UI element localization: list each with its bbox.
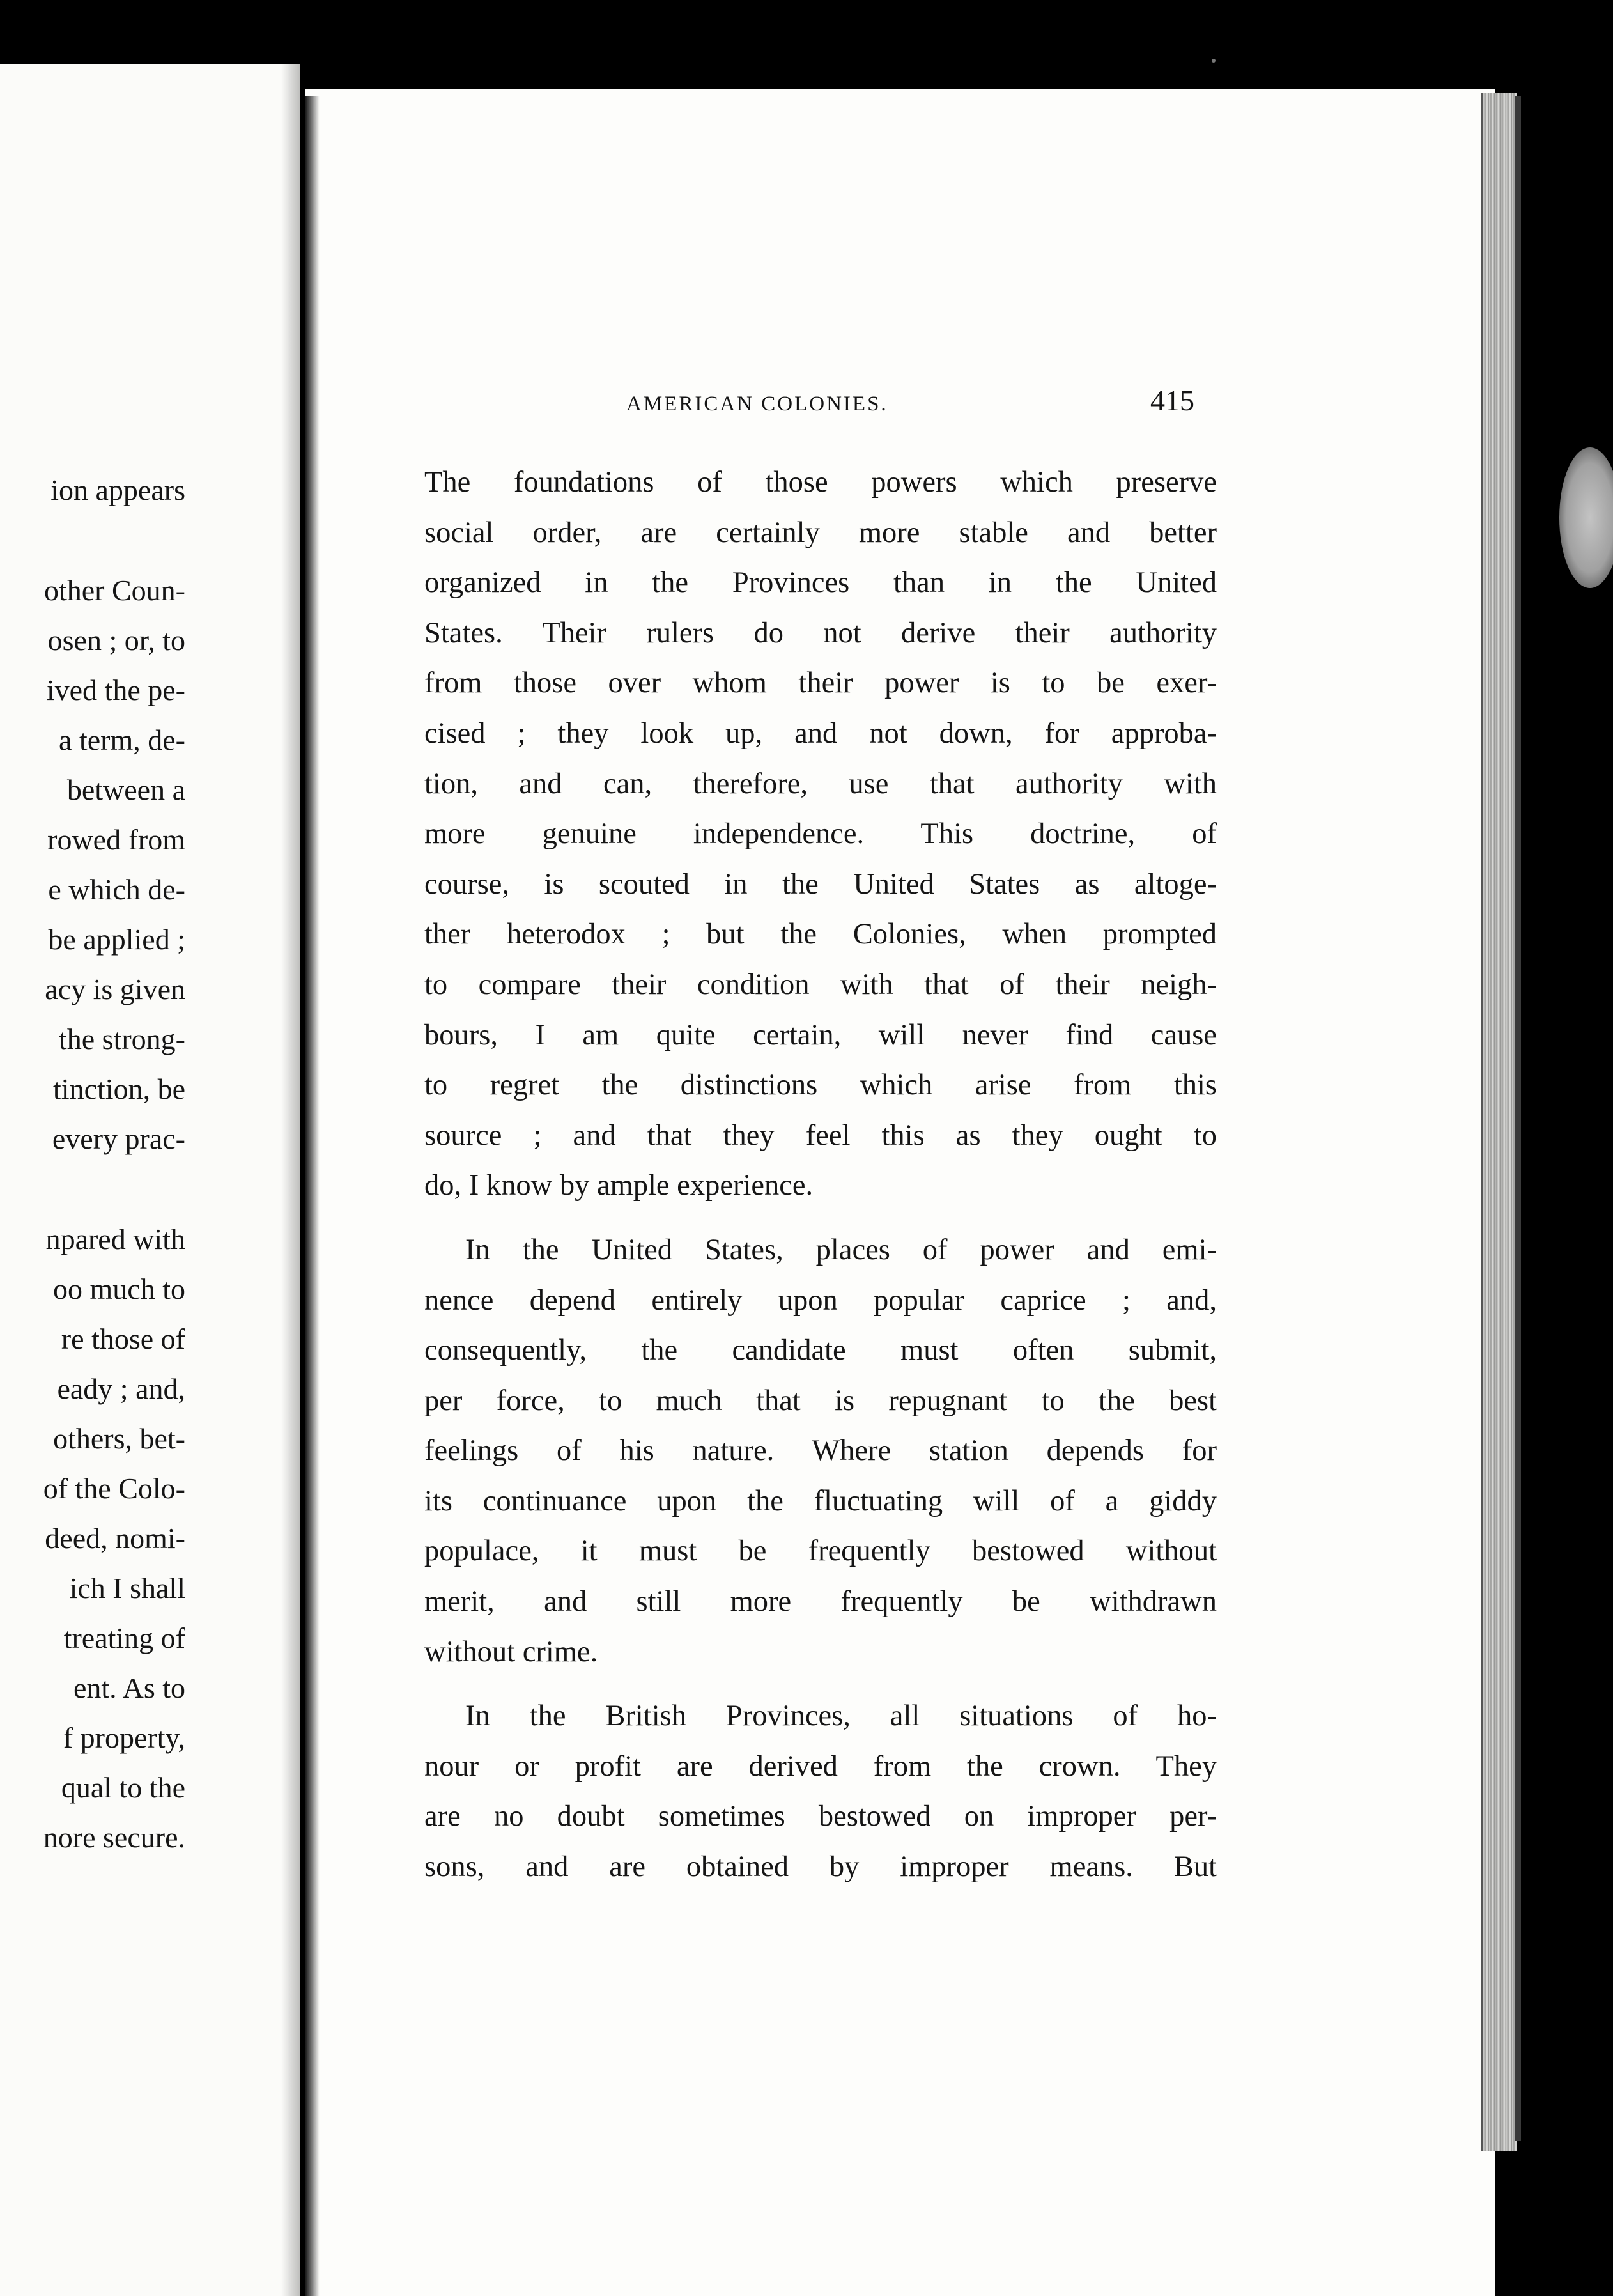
text-line: States. Their rulers do not derive their authority xyxy=(424,616,1217,649)
left-page-line: e which de- xyxy=(48,873,185,906)
text-line: course, is scouted in the United States as altoge- xyxy=(424,867,1217,901)
gutter-edge xyxy=(305,96,320,2296)
page-fore-edge xyxy=(1481,93,1517,2151)
text-line: The foundations of those powers which preserve xyxy=(424,466,1217,499)
left-page-line: a term, de- xyxy=(59,724,185,756)
text-line: more genuine independence. This doctrine, of xyxy=(424,818,1217,851)
text-line: sons, and are obtained by improper means. But xyxy=(424,1850,1217,1884)
page-number: 415 xyxy=(1150,384,1194,417)
paragraph xyxy=(424,1691,1217,1892)
text-line: cised ; they look up, and not down, for approba- xyxy=(424,717,1217,750)
left-page-line: re those of xyxy=(61,1323,185,1355)
text-line: bours, I am quite certain, will never find cause xyxy=(424,1018,1217,1051)
left-page-line: qual to the xyxy=(61,1771,185,1804)
left-page-line: rowed from xyxy=(47,823,185,856)
left-page-line: f property, xyxy=(63,1721,185,1754)
text-line: tion, and can, therefore, use that authority with xyxy=(424,767,1217,800)
body-text xyxy=(424,458,1217,1893)
left-page-line: be applied ; xyxy=(48,923,185,956)
paper-blot xyxy=(1559,447,1613,588)
left-page-line: every prac- xyxy=(52,1122,185,1155)
text-line: feelings of his nature. Where station depends for xyxy=(424,1434,1217,1468)
left-page-line: ived the pe- xyxy=(46,674,185,706)
text-line: are no doubt sometimes bestowed on improper per- xyxy=(424,1800,1217,1833)
text-line: consequently, the candidate must often submit, xyxy=(424,1334,1217,1367)
left-gutter-shadow xyxy=(281,64,300,2296)
left-page-line: tinction, be xyxy=(53,1073,185,1105)
text-line: nence depend entirely upon popular caprice ; and, xyxy=(424,1284,1217,1317)
left-page-line: deed, nomi- xyxy=(45,1522,185,1555)
left-page-line: eady ; and, xyxy=(57,1372,185,1405)
text-line: source ; and that they feel this as they ought to xyxy=(424,1119,1217,1152)
text-line: to regret the distinctions which arise from this xyxy=(424,1069,1217,1102)
text-line: to compare their condition with that of their neigh- xyxy=(424,968,1217,1001)
left-page-line: osen ; or, to xyxy=(47,624,185,656)
text-line: its continuance upon the fluctuating will of a giddy xyxy=(424,1484,1217,1517)
left-page-line: npared with xyxy=(45,1223,185,1255)
running-head: AMERICAN COLONIES. xyxy=(626,392,888,415)
left-page xyxy=(0,64,300,2296)
left-page-line: between a xyxy=(66,773,185,806)
page-fore-edge-shadow xyxy=(1515,96,1521,2141)
text-line: without crime. xyxy=(424,1635,598,1668)
left-page-line: oo much to xyxy=(53,1273,185,1305)
paragraph xyxy=(424,458,1217,1211)
left-page-line: others, bet- xyxy=(53,1422,185,1455)
text-line: ther heterodox ; but the Colonies, when prompted xyxy=(424,918,1217,951)
left-page-line: ich I shall xyxy=(69,1572,185,1604)
left-page-line: ion appears xyxy=(50,474,185,506)
text-line: merit, and still more frequently be withdrawn xyxy=(424,1585,1217,1618)
text-line: social order, are certainly more stable and better xyxy=(424,516,1217,549)
text-line: In the British Provinces, all situations of ho- xyxy=(465,1700,1217,1733)
text-line: organized in the Provinces than in the United xyxy=(424,566,1217,600)
left-page-line: treating of xyxy=(63,1622,185,1654)
text-line: per force, to much that is repugnant to the best xyxy=(424,1384,1217,1417)
text-line: In the United States, places of power and emi- xyxy=(465,1233,1217,1266)
left-page-line: of the Colo- xyxy=(43,1472,185,1505)
left-page-line: other Coun- xyxy=(43,574,185,607)
left-page-line: acy is given xyxy=(45,973,185,1005)
left-page-line: nore secure. xyxy=(43,1821,185,1854)
text-line: populace, it must be frequently bestowed without xyxy=(424,1535,1217,1568)
text-line: nour or profit are derived from the crown. They xyxy=(424,1749,1217,1783)
left-page-line: the strong- xyxy=(58,1023,185,1055)
text-line: do, I know by ample experience. xyxy=(424,1169,814,1202)
text-line: from those over whom their power is to be exer- xyxy=(424,667,1217,700)
dust-speck xyxy=(1212,59,1216,63)
left-page-line: ent. As to xyxy=(73,1672,185,1704)
paragraph xyxy=(424,1225,1217,1677)
